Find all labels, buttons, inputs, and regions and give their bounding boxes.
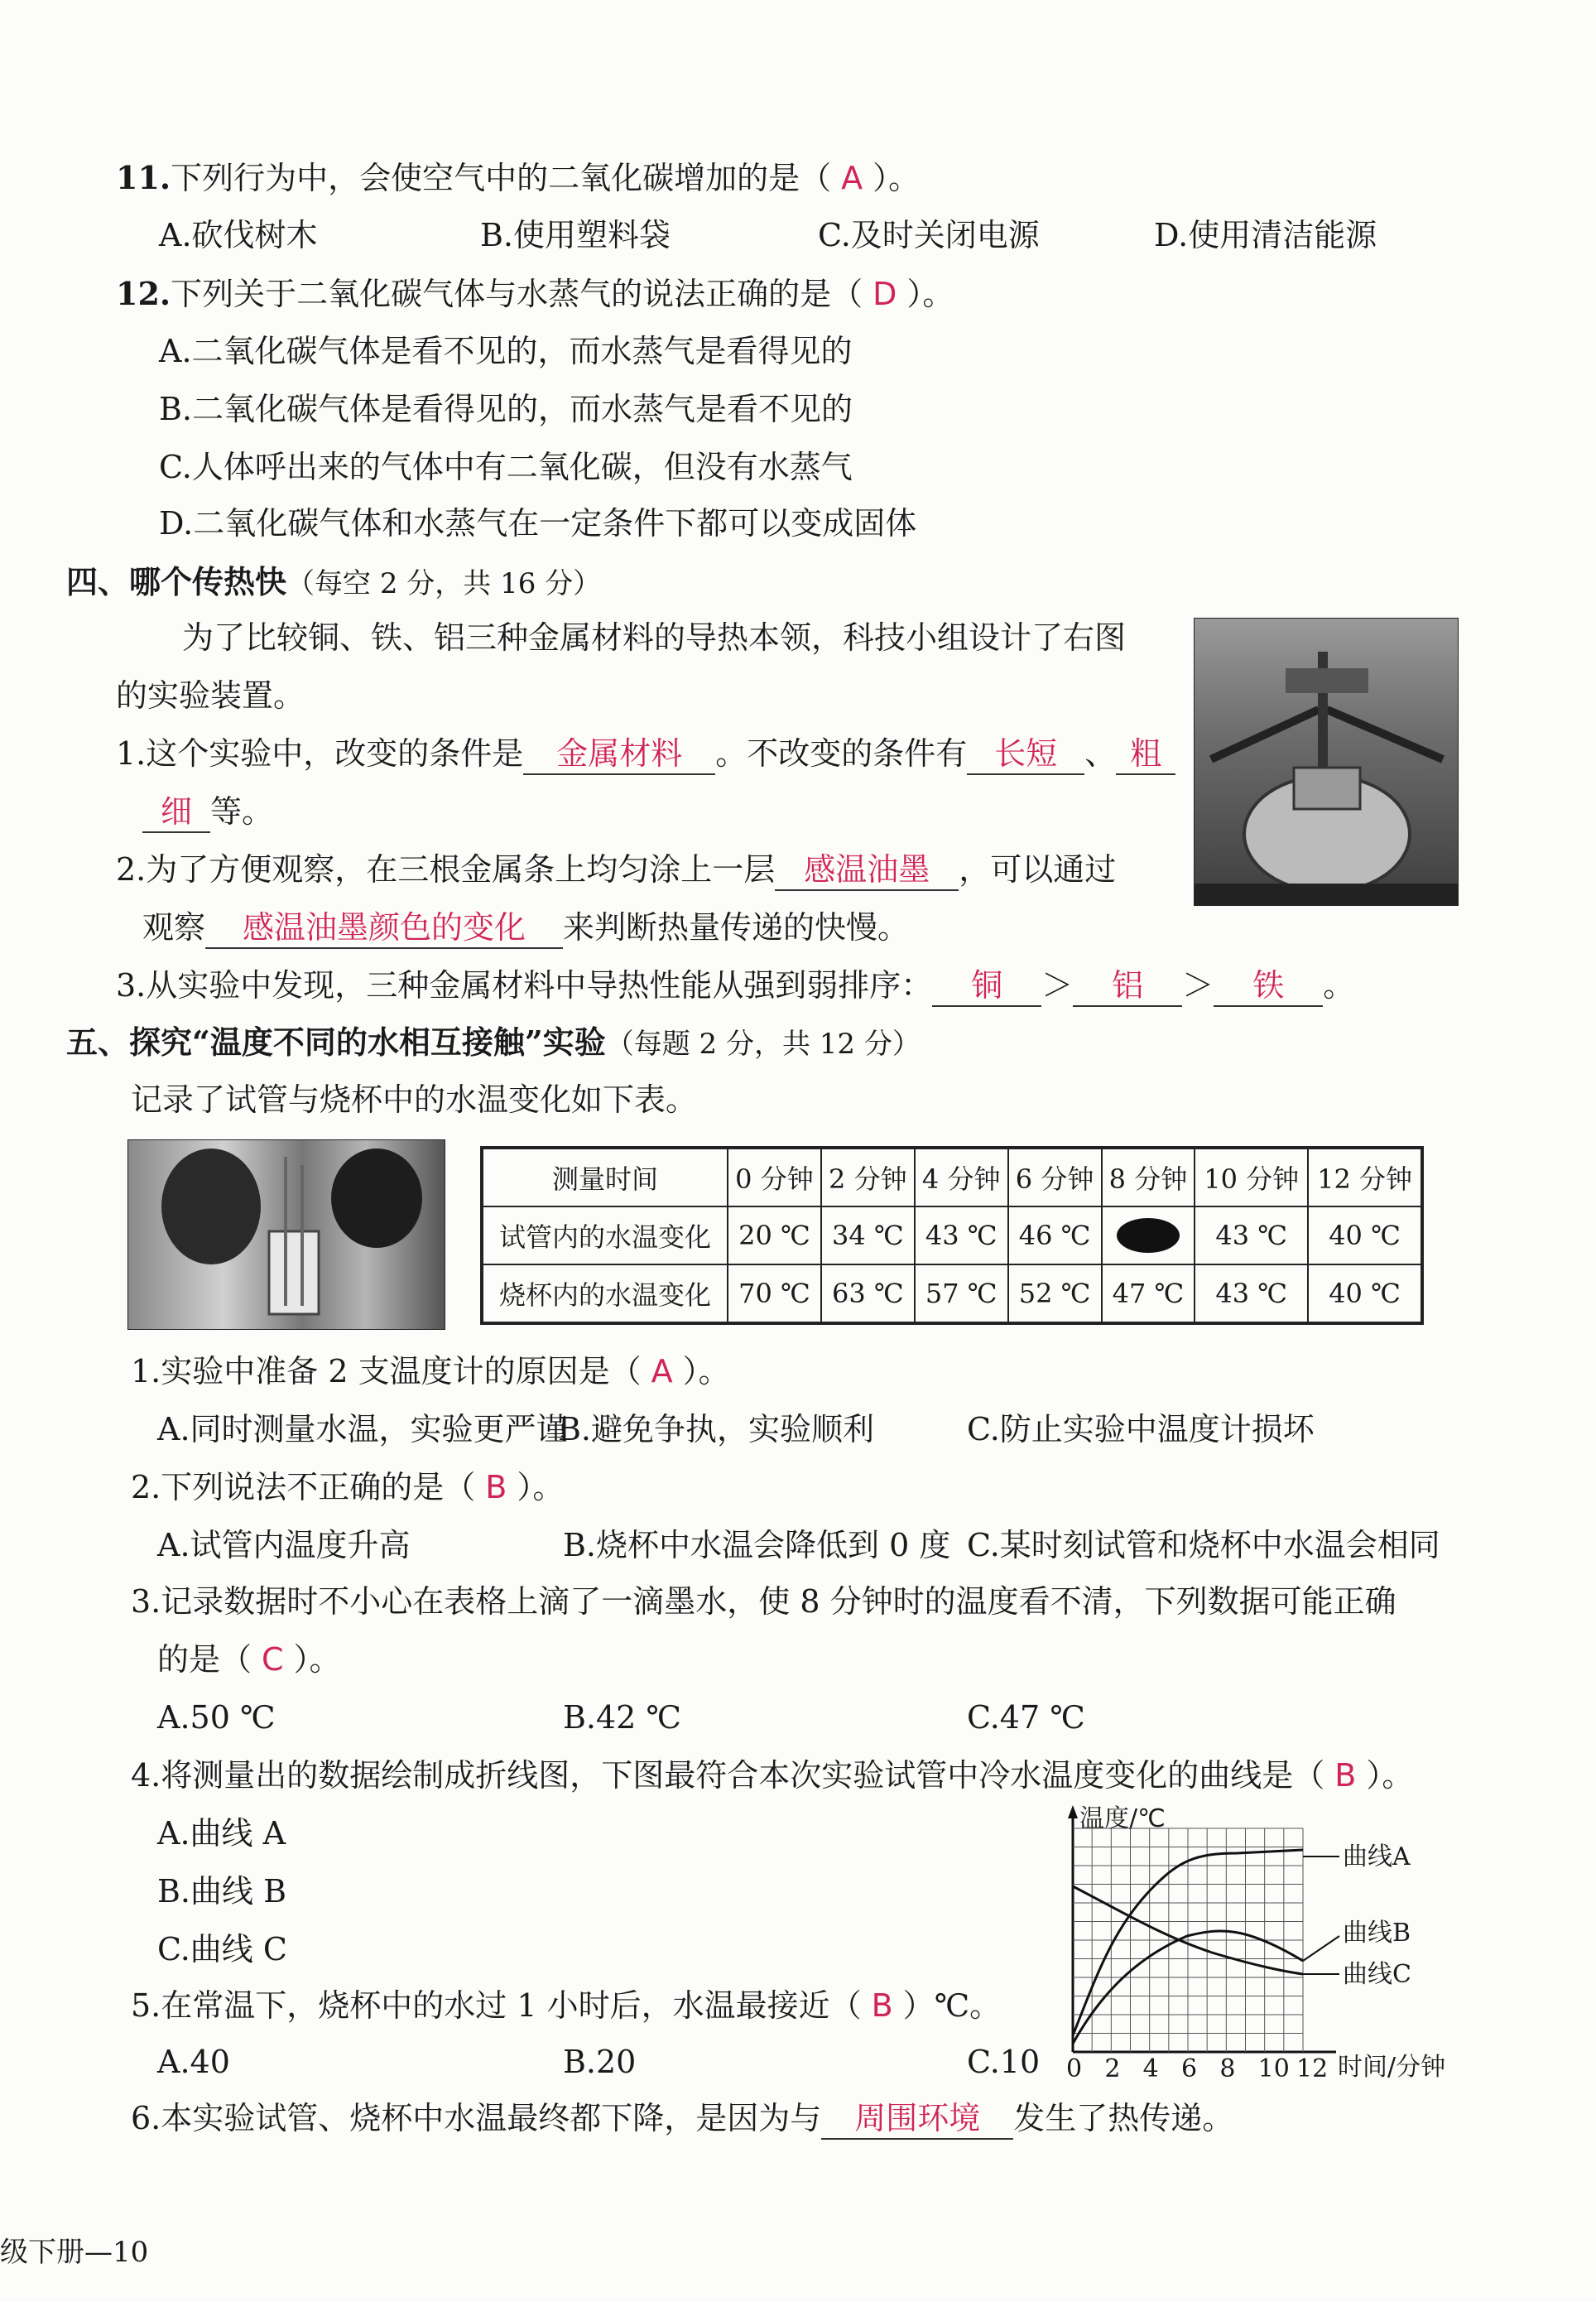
- q12-stem: 12.下列关于二氧化碳气体与水蒸气的说法正确的是（ D ）。: [116, 275, 954, 312]
- section4-intro: 为了比较铜、铁、铝三种金属材料的导热本领，科技小组设计了右图: [182, 619, 1127, 656]
- table-cell: 63 ℃: [821, 1264, 915, 1323]
- table-cell: 34 ℃: [821, 1206, 915, 1264]
- q12-option-c: C.人体呼出来的气体中有二氧化碳，但没有水蒸气: [159, 449, 853, 485]
- s5-q4-stem: 4.将测量出的数据绘制成折线图，下图最符合本次实验试管中冷水温度变化的曲线是（ B ）。: [131, 1757, 1414, 1794]
- table-row: [482, 1206, 1422, 1264]
- chart-xlabel: 时间/分钟: [1338, 2053, 1446, 2082]
- section5-intro: 记录了试管与烧杯中的水温变化如下表。: [131, 1081, 698, 1118]
- table-cell: 57 ℃: [915, 1264, 1008, 1323]
- section4-q2-cont: 观察 感温油墨颜色的变化 来判断热量传递的快慢。: [142, 909, 909, 949]
- experiment-photo: [1194, 618, 1459, 906]
- table-cell: 70 ℃: [728, 1264, 821, 1323]
- legend-curve-b: 曲线B: [1343, 1919, 1411, 1948]
- table-header: 12 分钟: [1308, 1148, 1422, 1206]
- section4-q3: 3.从实验中发现，三种金属材料中导热性能从强到弱排序： 铜 ＞ 铝 ＞ 铁 。: [116, 967, 1354, 1007]
- section4-q2: 2.为了方便观察，在三根金属条上均匀涂上一层 感温油墨 ，可以通过: [116, 851, 1116, 891]
- table-header-row: [482, 1148, 1422, 1206]
- s5-q3-option-c: C.47 ℃: [967, 1699, 1085, 1736]
- q12-option-d: D.二氧化碳气体和水蒸气在一定条件下都可以变成固体: [159, 505, 917, 542]
- s5-q1-stem: 1.实验中准备 2 支温度计的原因是（ A ）。: [131, 1353, 730, 1389]
- table-header: 2 分钟: [821, 1148, 915, 1206]
- x-tick-label: 0: [1066, 2054, 1083, 2083]
- legend-curve-c: 曲线C: [1343, 1960, 1411, 1989]
- curve-b-leader: [1303, 1936, 1339, 1961]
- s5-q5-stem: 5.在常温下，烧杯中的水过 1 小时后，水温最接近（ B ）℃。: [131, 1987, 1002, 2024]
- page-footer: 级下册—10: [0, 2236, 149, 2269]
- s5-q3-stem-cont: 的是（ C ）。: [157, 1641, 341, 1678]
- table-cell: 20 ℃: [728, 1206, 821, 1264]
- table-header: 10 分钟: [1195, 1148, 1308, 1206]
- s5-q3-option-a: A.50 ℃: [157, 1699, 276, 1736]
- s5-q6-stem: 6.本实验试管、烧杯中水温最终都下降，是因为与 周围环境 发生了热传递。: [131, 2100, 1233, 2140]
- table-cell: 52 ℃: [1008, 1264, 1102, 1323]
- q11-option-b: B.使用塑料袋: [480, 217, 671, 253]
- s5-q2-option-c: C.某时刻试管和烧杯中水温会相同: [967, 1527, 1440, 1563]
- s5-q5-option-c: C.10: [967, 2044, 1041, 2080]
- s5-q2-stem: 2.下列说法不正确的是（ B ）。: [131, 1469, 565, 1505]
- table-header: 测量时间: [482, 1148, 728, 1206]
- table-cell: 烧杯内的水温变化: [482, 1264, 728, 1323]
- s5-q1-option-a: A.同时测量水温，实验更严谨: [157, 1411, 568, 1447]
- table-cell: 43 ℃: [915, 1206, 1008, 1264]
- table-cell: 46 ℃: [1008, 1206, 1102, 1264]
- table-row: [482, 1264, 1422, 1323]
- s5-q4-option-b: B.曲线 B: [157, 1873, 287, 1910]
- s5-q3-stem: 3.记录数据时不小心在表格上滴了一滴墨水，使 8 分钟时的温度看不清，下列数据可能正确: [131, 1583, 1396, 1620]
- x-tick-label: 10: [1257, 2054, 1290, 2083]
- q11-option-a: A.砍伐树木: [159, 217, 318, 253]
- q12-option-b: B.二氧化碳气体是看得见的，而水蒸气是看不见的: [159, 391, 853, 427]
- table-cell: 40 ℃: [1308, 1206, 1422, 1264]
- s5-q1-option-b: B.避免争执，实验顺利: [558, 1411, 875, 1447]
- legend-curve-a: 曲线A: [1343, 1842, 1411, 1871]
- chart-ylabel: 温度/℃: [1079, 1804, 1166, 1833]
- q11-stem: 11.下列行为中，会使空气中的二氧化碳增加的是（ A ）。: [116, 159, 921, 196]
- students-experiment-icon: [128, 1140, 445, 1329]
- temperature-table: [480, 1146, 1424, 1325]
- temperature-curve-chart: [1046, 1795, 1477, 2093]
- table-cell: 47 ℃: [1102, 1264, 1195, 1323]
- ink-blot-cell: [1102, 1206, 1195, 1264]
- q12-option-a: A.二氧化碳气体是看不见的，而水蒸气是看得见的: [159, 333, 853, 369]
- section4-intro-2: 的实验装置。: [116, 677, 305, 714]
- section5-title: 五、探究“温度不同的水相互接触”实验（每题 2 分，共 12 分）: [66, 1023, 921, 1061]
- q11-option-c: C.及时关闭电源: [818, 217, 1040, 253]
- s5-q2-option-a: A.试管内温度升高: [157, 1527, 411, 1563]
- ink-blot-icon: [1117, 1218, 1180, 1253]
- section4-title: 四、哪个传热快（每空 2 分，共 16 分）: [66, 563, 602, 600]
- s5-q1-option-c: C.防止实验中温度计损坏: [967, 1411, 1315, 1447]
- s5-q3-option-b: B.42 ℃: [563, 1699, 681, 1736]
- q11-option-d: D.使用清洁能源: [1154, 217, 1377, 253]
- s5-q5-option-a: A.40: [157, 2044, 230, 2080]
- section4-q1: 1.这个实验中，改变的条件是 金属材料 。不改变的条件有 长短 、 粗: [116, 735, 1175, 775]
- x-tick-label: 8: [1219, 2054, 1236, 2083]
- x-tick-label: 2: [1104, 2054, 1121, 2083]
- table-header: 8 分钟: [1102, 1148, 1195, 1206]
- table-cell: 43 ℃: [1195, 1206, 1308, 1264]
- x-tick-label: 4: [1142, 2054, 1159, 2083]
- x-tick-label: 12: [1296, 2054, 1329, 2083]
- table-cell: 43 ℃: [1195, 1264, 1308, 1323]
- x-tick-label: 6: [1181, 2054, 1198, 2083]
- table-header: 0 分钟: [728, 1148, 821, 1206]
- s5-q4-option-a: A.曲线 A: [157, 1815, 286, 1852]
- section4-q1-cont: 细 等。: [142, 793, 273, 833]
- s5-q4-option-c: C.曲线 C: [157, 1931, 287, 1967]
- table-cell: 试管内的水温变化: [482, 1206, 728, 1264]
- table-cell: 40 ℃: [1308, 1264, 1422, 1323]
- s5-q5-option-b: B.20: [563, 2044, 637, 2080]
- y-axis-arrow-icon: [1068, 1805, 1078, 1818]
- students-photo: [127, 1139, 445, 1330]
- alcohol-lamp-apparatus-icon: [1195, 619, 1458, 905]
- table-header: 6 分钟: [1008, 1148, 1102, 1206]
- table-header: 4 分钟: [915, 1148, 1008, 1206]
- s5-q2-option-b: B.烧杯中水温会降低到 0 度: [563, 1527, 951, 1563]
